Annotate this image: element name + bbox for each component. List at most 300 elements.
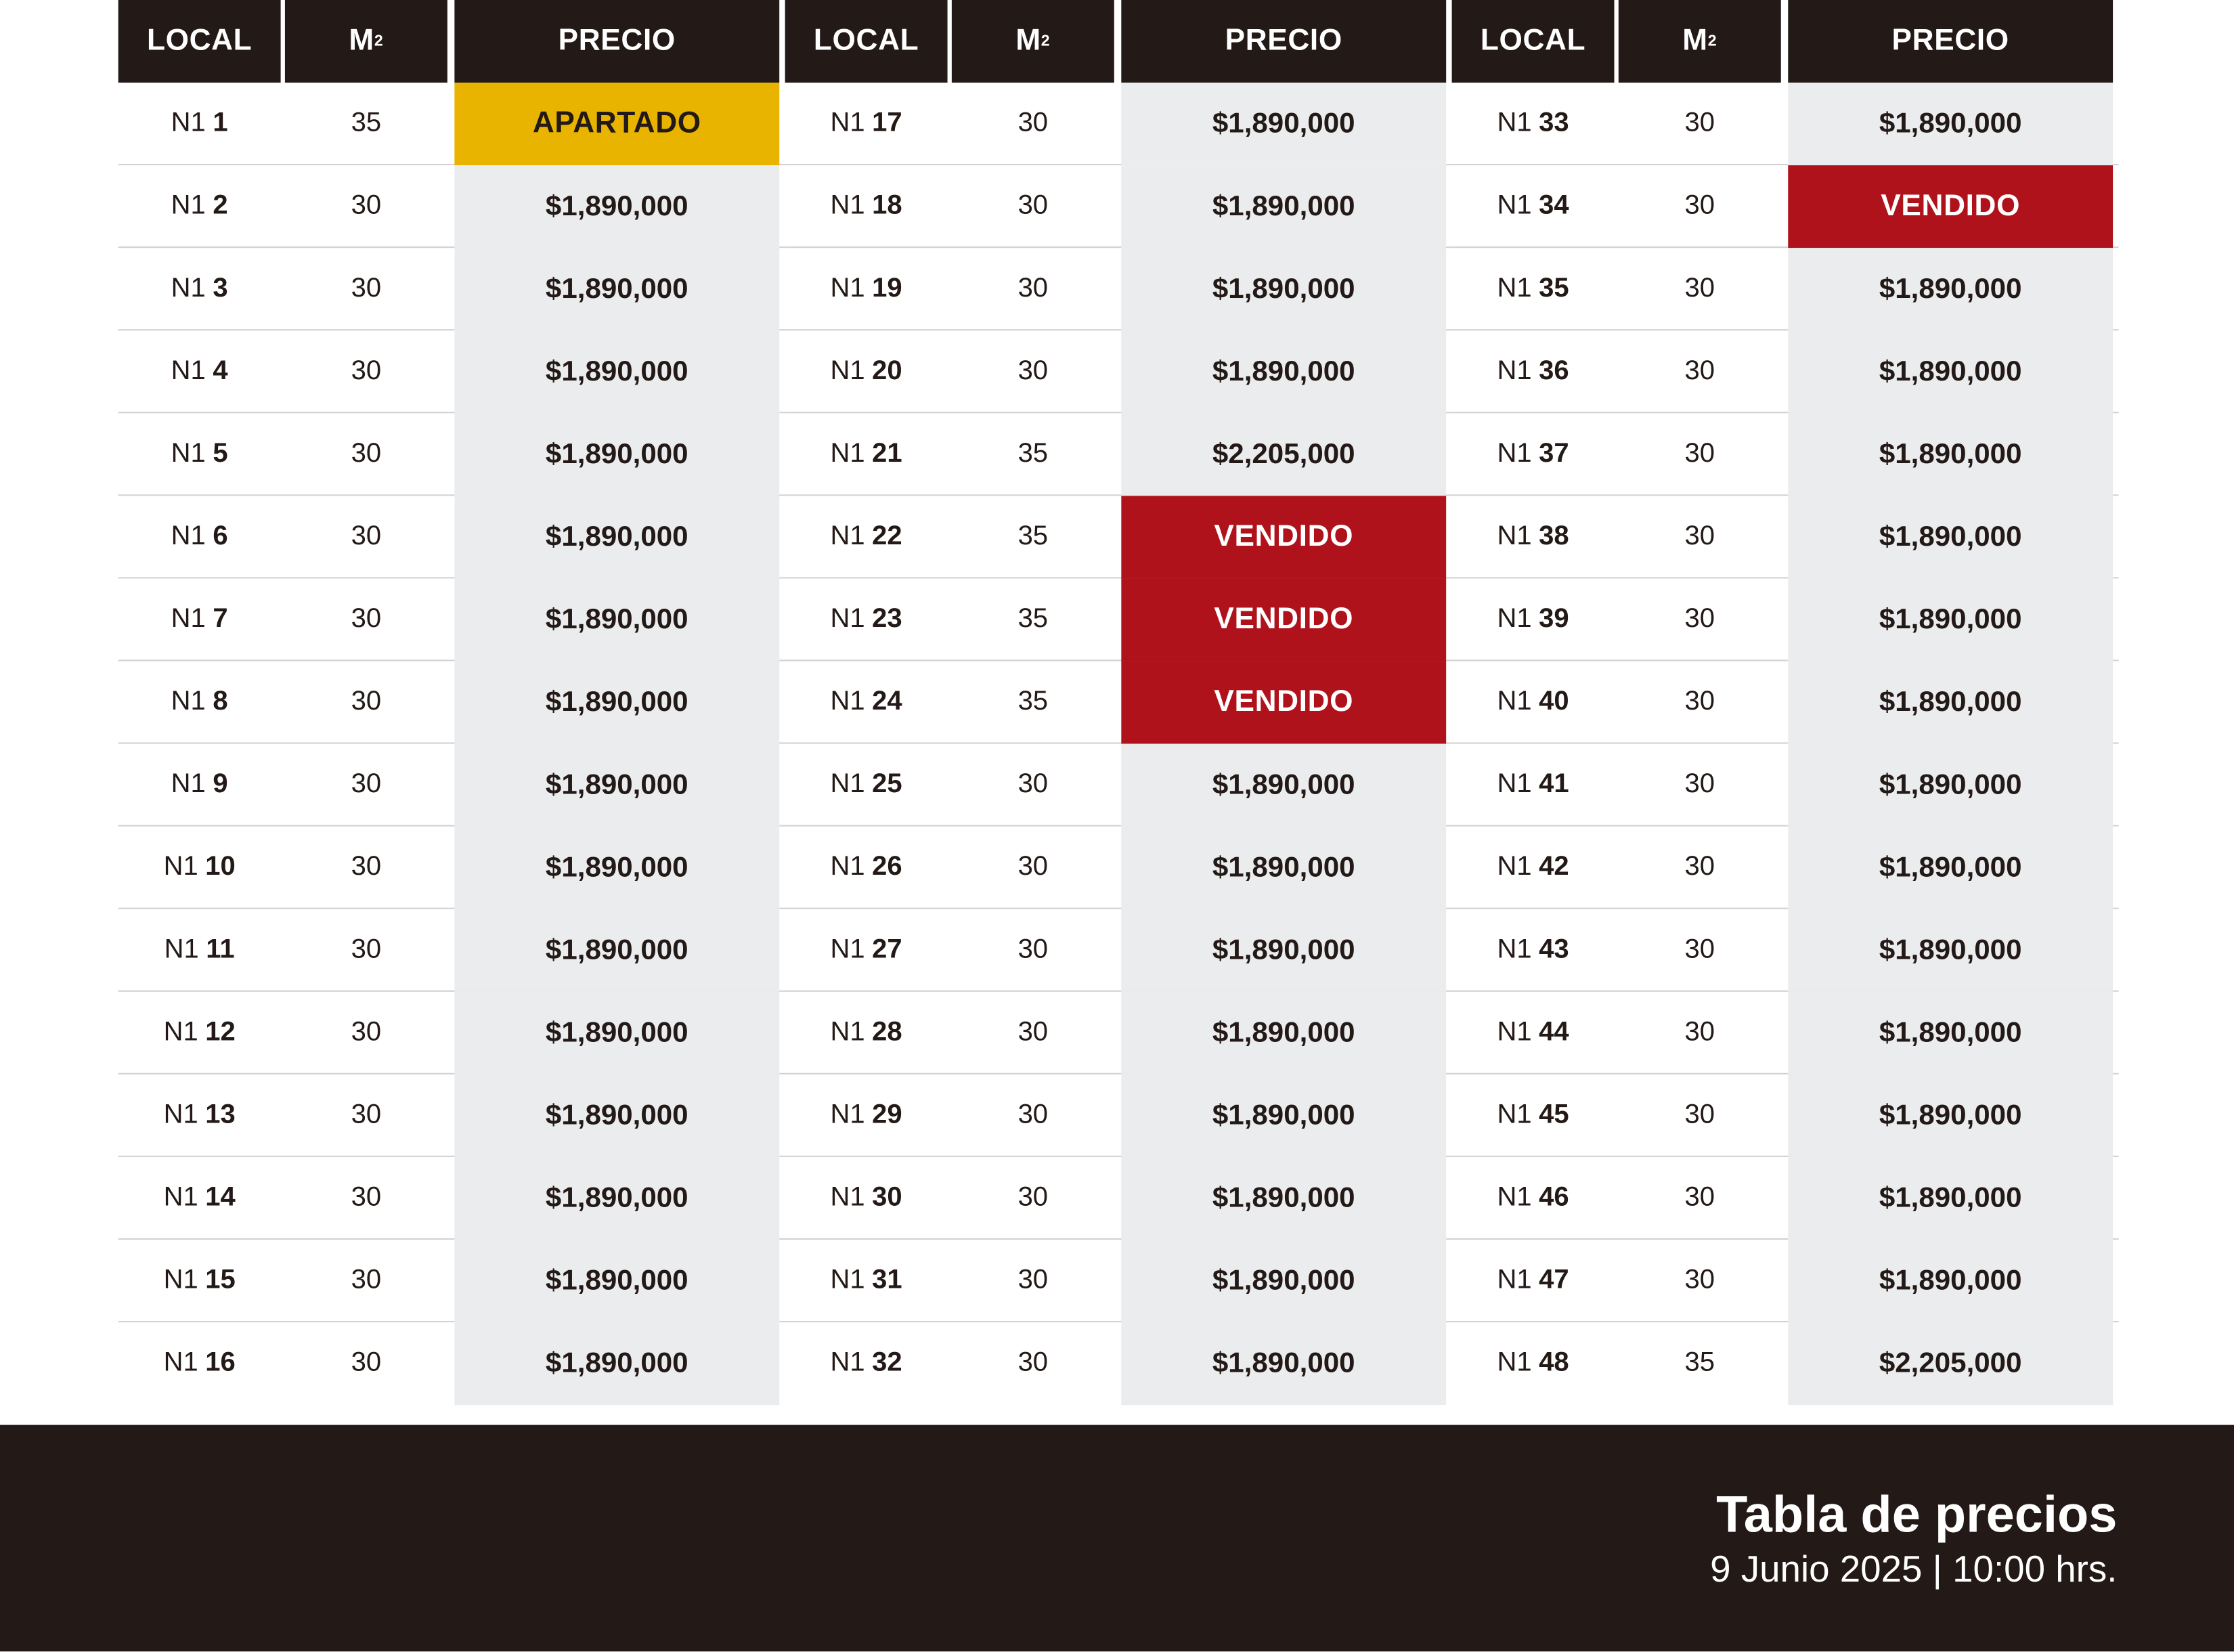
price-cell: $1,890,000 <box>454 1074 779 1157</box>
area-cell: 30 <box>1017 1347 1049 1378</box>
table-row <box>1452 827 2119 909</box>
local-number: 42 <box>1539 852 1569 882</box>
local-cell <box>785 413 948 496</box>
area-cell: 30 <box>1684 1100 1715 1130</box>
local-number: 9 <box>213 769 228 800</box>
local-number: 47 <box>1539 1265 1569 1296</box>
area-cell: 30 <box>351 356 382 387</box>
table-row <box>785 1157 1452 1240</box>
local-prefix: N1 <box>163 1017 198 1047</box>
superscript-two: 2 <box>1041 32 1051 50</box>
header-precio <box>1788 0 2113 83</box>
price-cell: $2,205,000 <box>1121 413 1446 496</box>
local-prefix: N1 <box>1497 604 1532 634</box>
local-cell <box>785 165 948 248</box>
header-precio <box>1121 0 1446 83</box>
table-row <box>1452 661 2119 744</box>
local-cell <box>1452 496 1615 578</box>
local-number: 6 <box>213 521 228 552</box>
area-cell: 30 <box>1684 852 1715 882</box>
area-cell: 35 <box>1017 439 1049 469</box>
table-row <box>1452 413 2119 496</box>
price-cell-vendido: VENDIDO <box>1121 496 1446 578</box>
area-cell: 35 <box>1017 604 1049 634</box>
area-cell: 30 <box>351 687 382 717</box>
area-cell: 30 <box>351 439 382 469</box>
header-m2 <box>1619 0 1781 83</box>
header-m2 <box>952 0 1114 83</box>
area-cell: 30 <box>1684 1182 1715 1213</box>
local-number: 1 <box>213 108 228 139</box>
local-cell <box>785 248 948 330</box>
local-cell <box>1452 1074 1615 1157</box>
price-cell: $1,890,000 <box>454 1240 779 1322</box>
local-prefix: N1 <box>171 769 206 800</box>
area-cell: 30 <box>351 1265 382 1296</box>
local-prefix: N1 <box>1497 934 1532 965</box>
local-prefix: N1 <box>830 191 865 221</box>
price-cell: $1,890,000 <box>1121 83 1446 165</box>
local-prefix: N1 <box>830 1182 865 1213</box>
local-cell <box>1452 248 1615 330</box>
area-cell: 30 <box>1017 108 1049 139</box>
local-prefix: N1 <box>1497 356 1532 387</box>
header-local-label: LOCAL <box>146 24 253 58</box>
header-m2-label: M <box>1015 24 1041 58</box>
local-prefix: N1 <box>1497 108 1532 139</box>
price-cell: $1,890,000 <box>454 1157 779 1240</box>
area-cell: 30 <box>1684 604 1715 634</box>
local-cell <box>785 1322 948 1405</box>
area-cell: 30 <box>351 274 382 304</box>
area-cell: 30 <box>351 1017 382 1047</box>
header-m2 <box>285 0 447 83</box>
price-cell: $1,890,000 <box>1121 909 1446 992</box>
local-prefix: N1 <box>1497 521 1532 552</box>
table-row <box>118 578 785 661</box>
area-cell: 30 <box>1017 274 1049 304</box>
price-cell: $1,890,000 <box>454 744 779 827</box>
header-precio-label: PRECIO <box>1891 24 2009 58</box>
local-prefix: N1 <box>1497 1017 1532 1047</box>
local-prefix: N1 <box>830 521 865 552</box>
local-prefix: N1 <box>1497 274 1532 304</box>
table-row <box>1452 1240 2119 1322</box>
local-number: 14 <box>205 1182 236 1213</box>
table-row <box>118 1322 785 1405</box>
price-cell: $1,890,000 <box>1788 330 2113 413</box>
local-number: 29 <box>872 1100 902 1130</box>
local-prefix: N1 <box>830 356 865 387</box>
table-row <box>1452 330 2119 413</box>
header-m2-label: M <box>1682 24 1708 58</box>
table-row <box>118 1157 785 1240</box>
local-prefix: N1 <box>1497 1347 1532 1378</box>
table-row <box>785 248 1452 330</box>
local-cell <box>785 1240 948 1322</box>
superscript-two: 2 <box>1707 32 1717 50</box>
local-prefix: N1 <box>830 1265 865 1296</box>
local-prefix: N1 <box>1497 191 1532 221</box>
price-cell: $1,890,000 <box>1121 330 1446 413</box>
price-cell: $1,890,000 <box>1121 744 1446 827</box>
local-prefix: N1 <box>830 687 865 717</box>
header-local <box>785 0 948 83</box>
local-cell <box>1452 330 1615 413</box>
price-cell: $1,890,000 <box>454 165 779 248</box>
local-prefix: N1 <box>163 1347 198 1378</box>
local-number: 7 <box>213 604 228 634</box>
table-row <box>118 1074 785 1157</box>
table-row <box>785 83 1452 165</box>
local-cell <box>118 661 281 744</box>
local-number: 10 <box>205 852 236 882</box>
area-cell: 35 <box>1684 1347 1715 1378</box>
area-cell: 30 <box>1684 356 1715 387</box>
local-cell <box>785 909 948 992</box>
table-row <box>785 1322 1452 1405</box>
local-cell <box>785 1157 948 1240</box>
area-cell: 30 <box>351 769 382 800</box>
table-row <box>1452 1322 2119 1405</box>
table-row <box>785 1074 1452 1157</box>
local-number: 21 <box>872 439 902 469</box>
local-prefix: N1 <box>171 521 206 552</box>
local-cell <box>1452 83 1615 165</box>
price-cell: $1,890,000 <box>1788 827 2113 909</box>
local-cell <box>1452 1240 1615 1322</box>
local-prefix: N1 <box>830 1017 865 1047</box>
local-number: 20 <box>872 356 902 387</box>
superscript-two: 2 <box>374 32 384 50</box>
footer-band <box>0 1425 2234 1652</box>
price-cell: $1,890,000 <box>454 992 779 1074</box>
local-cell <box>118 1074 281 1157</box>
local-prefix: N1 <box>1497 1182 1532 1213</box>
table-row <box>1452 1157 2119 1240</box>
local-prefix: N1 <box>1497 439 1532 469</box>
price-cell: $1,890,000 <box>1121 248 1446 330</box>
price-cell: $1,890,000 <box>1121 827 1446 909</box>
local-prefix: N1 <box>171 687 206 717</box>
price-cell: $1,890,000 <box>1788 1074 2113 1157</box>
area-cell: 30 <box>1684 108 1715 139</box>
local-number: 15 <box>205 1265 236 1296</box>
area-cell: 30 <box>1017 1265 1049 1296</box>
price-cell-vendido: VENDIDO <box>1788 165 2113 248</box>
price-cell: $1,890,000 <box>1788 248 2113 330</box>
table-row <box>1452 496 2119 578</box>
area-cell: 30 <box>1017 1182 1049 1213</box>
table-row <box>118 1240 785 1322</box>
local-number: 25 <box>872 769 902 800</box>
local-number: 38 <box>1539 521 1569 552</box>
price-cell: $1,890,000 <box>1121 992 1446 1074</box>
area-cell: 30 <box>1017 934 1049 965</box>
local-prefix: N1 <box>830 274 865 304</box>
price-cell: $1,890,000 <box>454 496 779 578</box>
price-cell: $2,205,000 <box>1788 1322 2113 1405</box>
table-row <box>785 661 1452 744</box>
local-number: 32 <box>872 1347 902 1378</box>
local-number: 23 <box>872 604 902 634</box>
header-local-label: LOCAL <box>813 24 919 58</box>
column-group <box>1452 0 2119 1408</box>
local-cell <box>785 578 948 661</box>
local-cell <box>1452 165 1615 248</box>
area-cell: 30 <box>351 1100 382 1130</box>
table-row <box>1452 578 2119 661</box>
area-cell: 30 <box>1017 852 1049 882</box>
local-cell <box>1452 827 1615 909</box>
local-cell <box>785 83 948 165</box>
local-prefix: N1 <box>830 934 865 965</box>
local-prefix: N1 <box>1497 1100 1532 1130</box>
local-number: 11 <box>206 934 235 965</box>
local-number: 37 <box>1539 439 1569 469</box>
local-cell <box>118 1322 281 1405</box>
table-row <box>118 992 785 1074</box>
area-cell: 35 <box>351 108 382 139</box>
local-prefix: N1 <box>830 769 865 800</box>
local-cell <box>118 413 281 496</box>
local-cell <box>1452 1157 1615 1240</box>
local-number: 12 <box>205 1017 236 1047</box>
local-prefix: N1 <box>830 852 865 882</box>
local-number: 4 <box>213 356 228 387</box>
local-cell <box>118 496 281 578</box>
area-cell: 30 <box>1017 1017 1049 1047</box>
local-number: 46 <box>1539 1182 1569 1213</box>
price-cell-vendido: VENDIDO <box>1121 661 1446 744</box>
price-cell: $1,890,000 <box>454 909 779 992</box>
local-number: 33 <box>1539 108 1569 139</box>
local-number: 17 <box>872 108 902 139</box>
price-cell: $1,890,000 <box>1788 992 2113 1074</box>
local-prefix: N1 <box>163 1265 198 1296</box>
price-cell: $1,890,000 <box>454 248 779 330</box>
local-number: 45 <box>1539 1100 1569 1130</box>
table-row <box>785 330 1452 413</box>
local-prefix: N1 <box>171 604 206 634</box>
local-number: 35 <box>1539 274 1569 304</box>
price-cell: $1,890,000 <box>1788 1240 2113 1322</box>
area-cell: 30 <box>1684 521 1715 552</box>
column-group <box>785 0 1452 1408</box>
local-number: 34 <box>1539 191 1569 221</box>
area-cell: 30 <box>1684 769 1715 800</box>
local-number: 8 <box>213 687 228 717</box>
area-cell: 30 <box>351 1347 382 1378</box>
area-cell: 30 <box>351 191 382 221</box>
local-number: 27 <box>872 934 902 965</box>
local-number: 41 <box>1539 769 1569 800</box>
area-cell: 30 <box>351 934 382 965</box>
local-prefix: N1 <box>163 852 198 882</box>
local-number: 5 <box>213 439 228 469</box>
area-cell: 35 <box>1017 687 1049 717</box>
header-precio-label: PRECIO <box>558 24 676 58</box>
local-number: 2 <box>213 191 228 221</box>
local-prefix: N1 <box>171 108 206 139</box>
local-cell <box>1452 1322 1615 1405</box>
table-row <box>118 909 785 992</box>
price-cell: $1,890,000 <box>454 413 779 496</box>
table-row <box>785 992 1452 1074</box>
header-local-label: LOCAL <box>1480 24 1586 58</box>
table-row <box>118 83 785 165</box>
price-cell: $1,890,000 <box>1788 1157 2113 1240</box>
local-cell <box>118 578 281 661</box>
local-number: 40 <box>1539 687 1569 717</box>
area-cell: 30 <box>351 604 382 634</box>
local-cell <box>1452 992 1615 1074</box>
local-prefix: N1 <box>164 934 199 965</box>
price-cell: $1,890,000 <box>1788 496 2113 578</box>
table-row <box>785 1240 1452 1322</box>
table-row <box>118 165 785 248</box>
local-cell <box>1452 661 1615 744</box>
local-cell <box>1452 413 1615 496</box>
price-cell: $1,890,000 <box>1788 744 2113 827</box>
table-row <box>1452 992 2119 1074</box>
price-cell: $1,890,000 <box>454 578 779 661</box>
area-cell: 30 <box>1017 769 1049 800</box>
local-number: 39 <box>1539 604 1569 634</box>
price-cell: $1,890,000 <box>454 661 779 744</box>
local-cell <box>785 661 948 744</box>
area-cell: 35 <box>1017 521 1049 552</box>
local-cell <box>785 1074 948 1157</box>
local-number: 26 <box>872 852 902 882</box>
local-cell <box>785 992 948 1074</box>
price-cell: $1,890,000 <box>1121 1322 1446 1405</box>
area-cell: 30 <box>1684 191 1715 221</box>
local-number: 16 <box>205 1347 236 1378</box>
local-cell <box>1452 578 1615 661</box>
table-row <box>785 413 1452 496</box>
area-cell: 30 <box>1017 191 1049 221</box>
header-local <box>1452 0 1615 83</box>
local-prefix: N1 <box>830 108 865 139</box>
local-number: 44 <box>1539 1017 1569 1047</box>
table-row <box>785 827 1452 909</box>
price-cell: $1,890,000 <box>1121 165 1446 248</box>
local-number: 3 <box>213 274 228 304</box>
local-prefix: N1 <box>830 1100 865 1130</box>
header-m2-label: M <box>349 24 374 58</box>
local-cell <box>118 909 281 992</box>
table-row <box>118 744 785 827</box>
table-row <box>1452 744 2119 827</box>
local-cell <box>118 827 281 909</box>
price-cell: $1,890,000 <box>454 1322 779 1405</box>
local-number: 13 <box>205 1100 236 1130</box>
table-row <box>1452 83 2119 165</box>
table-row <box>1452 248 2119 330</box>
area-cell: 30 <box>1684 1265 1715 1296</box>
area-cell: 30 <box>1017 356 1049 387</box>
area-cell: 30 <box>1017 1100 1049 1130</box>
table-row <box>785 165 1452 248</box>
area-cell: 30 <box>1684 687 1715 717</box>
local-cell <box>118 744 281 827</box>
local-number: 22 <box>872 521 902 552</box>
local-cell <box>118 1157 281 1240</box>
local-number: 28 <box>872 1017 902 1047</box>
local-prefix: N1 <box>1497 769 1532 800</box>
price-cell: $1,890,000 <box>1788 83 2113 165</box>
table-row <box>1452 1074 2119 1157</box>
area-cell: 30 <box>1684 439 1715 469</box>
local-prefix: N1 <box>830 604 865 634</box>
table-row <box>118 248 785 330</box>
local-cell <box>118 83 281 165</box>
local-number: 30 <box>872 1182 902 1213</box>
local-prefix: N1 <box>171 439 206 469</box>
area-cell: 30 <box>1684 1017 1715 1047</box>
area-cell: 30 <box>351 521 382 552</box>
table-row <box>785 496 1452 578</box>
area-cell: 30 <box>1684 274 1715 304</box>
local-prefix: N1 <box>1497 687 1532 717</box>
local-prefix: N1 <box>171 274 206 304</box>
local-number: 31 <box>872 1265 902 1296</box>
price-cell: $1,890,000 <box>1788 578 2113 661</box>
table-row <box>785 909 1452 992</box>
local-prefix: N1 <box>830 439 865 469</box>
table-row <box>118 496 785 578</box>
table-row <box>118 827 785 909</box>
local-cell <box>118 248 281 330</box>
local-prefix: N1 <box>1497 852 1532 882</box>
local-cell <box>1452 909 1615 992</box>
table-row <box>1452 909 2119 992</box>
price-cell: $1,890,000 <box>1121 1157 1446 1240</box>
local-cell <box>785 330 948 413</box>
local-number: 19 <box>872 274 902 304</box>
local-cell <box>785 744 948 827</box>
local-cell <box>785 827 948 909</box>
price-cell: $1,890,000 <box>1788 413 2113 496</box>
column-group <box>118 0 785 1408</box>
local-cell <box>118 992 281 1074</box>
table-row <box>785 744 1452 827</box>
price-cell-apartado: APARTADO <box>454 83 779 165</box>
local-prefix: N1 <box>1497 1265 1532 1296</box>
table-row <box>1452 165 2119 248</box>
local-cell <box>118 1240 281 1322</box>
price-cell: $1,890,000 <box>454 827 779 909</box>
table-row <box>118 661 785 744</box>
local-number: 43 <box>1539 934 1569 965</box>
local-cell <box>785 496 948 578</box>
local-cell <box>118 330 281 413</box>
price-cell: $1,890,000 <box>1788 909 2113 992</box>
header-precio-label: PRECIO <box>1225 24 1342 58</box>
local-cell <box>118 165 281 248</box>
footer-title: Tabla de precios <box>1716 1484 2118 1544</box>
table-row <box>118 330 785 413</box>
local-cell <box>1452 744 1615 827</box>
local-number: 18 <box>872 191 902 221</box>
local-number: 36 <box>1539 356 1569 387</box>
price-cell: $1,890,000 <box>1121 1240 1446 1322</box>
header-precio <box>454 0 779 83</box>
table-row <box>785 578 1452 661</box>
footer-date: 9 Junio 2025 | 10:00 hrs. <box>1710 1547 2118 1590</box>
table-row <box>118 413 785 496</box>
